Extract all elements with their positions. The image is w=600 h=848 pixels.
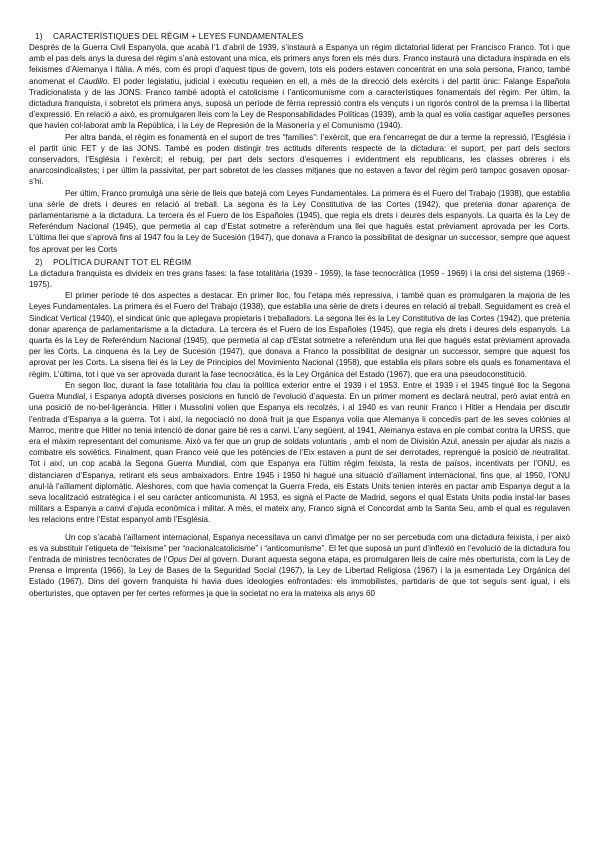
section-1-title: CARACTERÍSTIQUES DEL RÈGIM + LEYES FUNDAMENTALES (53, 31, 304, 41)
paragraph-text: al govern. Durant aquesta segona etapa, es promulgaren lleis de caire més oberturista, com la Ley de Prensa e Imprenta (1966), la Ley de Bases de la Seguridad Social (1967), la Ley de Libertad Religiosa (1967) i la ja esmentada Ley Orgánica del Estado (1967). Dins del govern franquista hi havia dues ideologies enfrontades: els immobilistes, partidaris de que tot seguís sent igual, i els oberturistes, que optaven per fer certes reformes ja que la societat no era la mateixa als anys 60 (29, 554, 570, 598)
section-2-paragraph-4 (29, 532, 570, 599)
italic-term: Opus Dei (167, 554, 202, 564)
section-1-paragraph-2: Per altra banda, el règim es fonamentà en el suport de tres “famílies”: l’exèrcit, que era l’encarregat de dur a terme la repressió, l’Església i el partit únic FET y de las JONS. També es poden distingir tres actituds diferents respecte de la dictadura: el suport, per part dels sectors conservadors, l’Església i l’exèrcit; el rebuig, per part dels sectors d’esquerres i evidentment els republicans, les classes obreres i els anarcosindicalistes; i per últim la passivitat, per part sobretot de les classes mitjanes que no estaven a favor del règim però tampoc gosaven oposar-s’hi. (29, 132, 570, 187)
paragraph-text: Després de la Guerra Civil Espanyola, que acabà l’1 d’abril de 1939, s’instaurà a Espanya un règim dictatorial liderat per Francisco Franco. Tot i que amb el pas dels anys la duresa del règim s’anà estovant una mica, els primers anys foren els més durs. Franco instaurà una dictadura inspirada en els feixismes d’Alemanya i Itàlia. A més, com és propi d’aquest tipus de govern, tots els poders estaven concentrat en una sola persona, Franco, també anomenat el (29, 43, 570, 86)
section-2-paragraph-2: El primer període té dos aspectes a destacar. En primer lloc, fou l’etapa més repressiva, i també quan es promulgaren la majoria de les Leyes Fundamentales. La primera és el Fuero del Trabajo (1938), que establia una sèrie de drets i deures en relació al treball. Seguidament es creà el Sindicat Vertical (1940), el sindicat únic que aplegava propietaris i treballadors. La segona llei és la Ley Constitutiva de las Cortes (1942), que pretenia donar aparença de parlamentarisme a la dictadura. La tercera és el Fuero de los Españoles (1945), que regia els drets i deures dels espanyols. La quarta és la Ley de Referéndum Nacional (1945), que permetia al cap d’Estat sotmetre a referèndum una llei que hagués estat prèviament aprovada per les Corts. La cinquena és la Ley de Sucesión (1947), que donava a Franco la possibilitat de designar un successor, sempre que aquest fos aprovat per les Corts. La sisena llei és la Ley de Principios del Movimiento Nacional (1958), que establia els pilars sobre els quals es fonamentava el règim. L’última, tot i que va ser aprovada durant la fase tecnocràtica, és la Ley Orgánica del Estado (1967), que era una pseudoconstitució. (29, 291, 570, 379)
section-1-paragraph-1 (29, 42, 570, 132)
section-1-paragraph-3: Per últim, Franco promulgà una sèrie de lleis que batejà com Leyes Fundamentales. La primera és el Fuero del Trabajo (1938), que establia una sèrie de drets i deures en relació al treball. La segona és la Ley Constitutiva de las Cortes (1942), que pretenia donar aparença de parlamentarisme a la dictadura. La tercera és el Fuero de los Españoles (1945), que regia els drets i deures dels espanyols. La quarta és la Ley de Referéndum Nacional (1945), que permetia al cap d’Estat sotmetre a referèndum una llei que hagués estat prèviament aprovada per les Corts. L’última llei que s’aprovà fins al 1947 fou la Ley de Sucesión (1947), que donava a Franco la possibilitat de designar un successor, sempre que aquest fos aprovat per les Corts (29, 188, 570, 254)
section-1-heading (29, 30, 570, 42)
section-2-title: POLÍTICA DURANT TOT EL RÈGIM (53, 256, 192, 267)
section-2-heading (29, 256, 570, 268)
section-1-number: 1) (35, 31, 43, 41)
section-2-paragraph-3: En segon lloc, durant la fase totalitària fou clau la política exterior entre el 1939 i el 1953. Entre el 1939 i el 1945 tingué lloc la Segona Guerra Mundial, i Espanya adoptà diverses posicions en funció de l’evolució d’aquesta. En un primer moment es declarà neutral, però aviat entrà en una posició de no-bel·ligerància. Hitler i Mussolini volien que Espanya els recolzés, i al 1940 es van reunir Franco i Hitler a Hendaia per discutir l’entrada d’Espanya a la guerra. Tot i així, la negociació no donà fruit ja que Espanya volia que Alemanya li concedís part de les seves colònies al Marroc, mentre que Hitler no tenia intenció de donar gaire bé res a canvi. L’any següent, al 1941, Alemanya estava en ple combat contra la URSS, que era el màxim representant del comunisme. Això va fer que un grup de soldats voluntaris , amb el nom de División Azul, anessin per ajudar als nazis a combatre els soviètics. Finalment, quan Franco veié que les potències de l’Eix estaven a punt de ser derrotades, reprengué la posició de neutralitat. Tot i així, un cop acabà la Segona Guerra Mundial, com que Espanya era l’últim règim feixista, la resta de països, incentivats per l’ONU, es distanciaren d’Espanya, retirant els seus ambaixadors. Entre 1945 i 1950 hi hagué una situació d’aïllament internacional, fins que, al 1950, l’ONU anul·là l’aïllament diplomàtic. Aleshores, com que havia començat la Guerra Freda, els Estats Units tenien interès en pactar amb Espanya degut a la seva localització estratègica i el seu caràcter anticomunista. Al 1953, es signà el Pacte de Madrid, segons el qual Estats Units podia instal·lar bases militars a Espanya a canvi d’ajuda econòmica i militar. A més, el mateix any, Franco signà el Concordat amb la Santa Seu, amb el qual es regulaven les relacions entre l’Estat espanyol amb l’Església. (29, 380, 570, 525)
paragraph-text: . El poder legislatiu, judicial i executiu requeien en ell, a més de la direcció dels exèrcits i del partit únic: Falange Española Tradicionalista y de las JONS. Franco també adoptà el catolicisme i l’anticomunisme com a característiques fonamentals del règim. Per últim, la dictadura franquista, i sobretot els primera anys, suposà un període de fèrria repressió contra els vençuts i un rigorós control de la premsa i la llibertat d’expressió. En relació a això, es promulgaren lleis com la Ley de Responsabilidades Políticas (1939), amb la qual es volia castigar aquelles persones que havien col·laborat amb la República, i la Ley de Represión de la Masonería y el Comunismo (1940). (29, 76, 571, 131)
section-2-paragraph-1: La dictadura franquista es divideix en tres grans fases: la fase totalitària (1939 - 1959), la fase tecnocràtica (1959 - 1969) i la crisi del sistema (1969 - 1975). (29, 268, 570, 290)
document-body (29, 30, 570, 599)
italic-term: Caudillo (78, 76, 108, 86)
section-2-number: 2) (35, 256, 43, 267)
paragraph-text: Un cop s’acabà l’aïllament internacional, Espanya necessitava un canvi d’imatge per no ser percebuda com una dictadura feixista, i per això es va substituir l’etiqueta de “feixisme” per “nacionalcatolicisme” i “anticomunisme”. El fet que suposà un punt d’inflexió en l’evolució de la dictadura fou l’entrada de ministres tecnòcrates de l’ (29, 532, 570, 564)
